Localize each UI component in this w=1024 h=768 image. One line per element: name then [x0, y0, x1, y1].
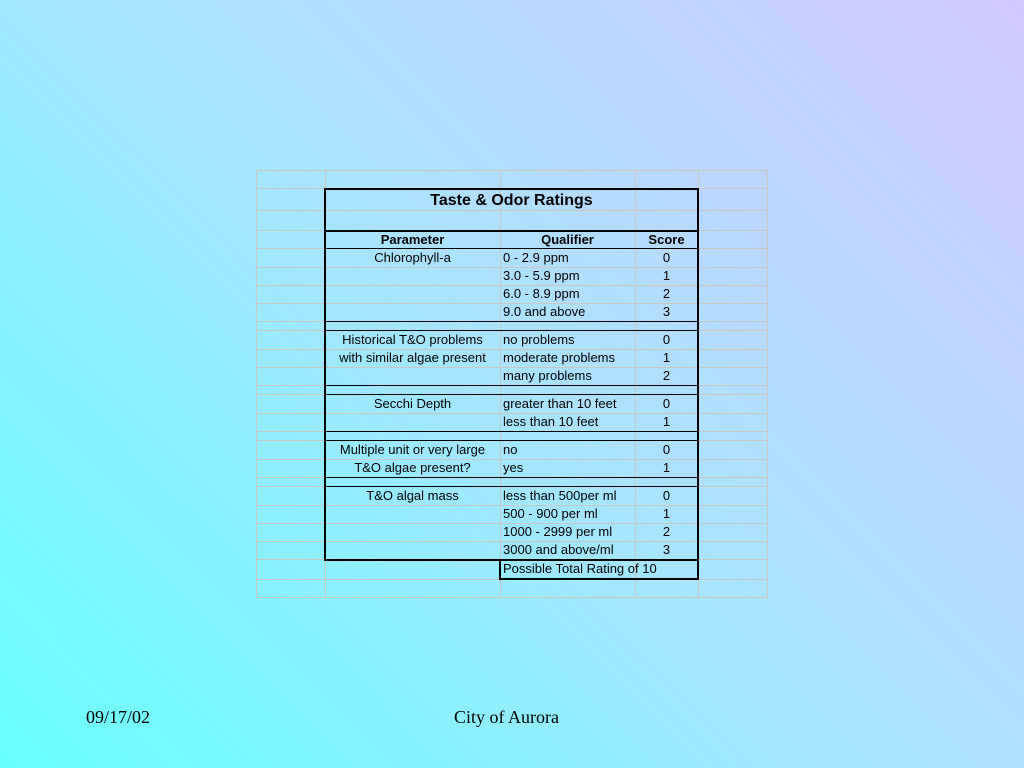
qualifier-cell: moderate problems — [503, 350, 615, 365]
parameter-algal-mass: T&O algal mass — [366, 488, 459, 503]
qualifier-cell: less than 10 feet — [503, 414, 599, 429]
table-outer-right-border — [697, 230, 699, 580]
parameter-historical-problems-line2: with similar algae present — [339, 350, 486, 365]
qualifier-cell: 0 - 2.9 ppm — [503, 250, 569, 265]
qualifier-cell: no problems — [503, 332, 575, 347]
total-box-bottom-border — [499, 578, 699, 580]
score-cell: 1 — [662, 460, 671, 475]
parameter-secchi-depth: Secchi Depth — [373, 396, 452, 411]
header-parameter: Parameter — [380, 232, 445, 247]
parameter-chlorophyll-a: Chlorophyll-a — [374, 250, 451, 265]
footer-date: 09/17/02 — [86, 707, 151, 727]
qualifier-cell: less than 500per ml — [503, 488, 617, 503]
group-1-bottom-border — [324, 321, 699, 322]
parameter-multiple-unit: Multiple unit or very large — [339, 442, 486, 457]
qualifier-cell: 3000 and above/ml — [503, 542, 614, 557]
score-cell: 0 — [662, 442, 671, 457]
total-box-left-border — [499, 559, 501, 580]
qualifier-cell: 6.0 - 8.9 ppm — [503, 286, 580, 301]
title-box-right-border — [697, 188, 699, 232]
score-cell: 0 — [662, 396, 671, 411]
qualifier-cell: 1000 - 2999 per ml — [503, 524, 613, 539]
qualifier-cell: 9.0 and above — [503, 304, 586, 319]
parameter-multiple-unit-line2: T&O algae present? — [354, 460, 471, 475]
qualifier-cell: yes — [503, 460, 524, 475]
table-title: Taste & Odor Ratings — [430, 192, 593, 209]
possible-total-rating: Possible Total Rating of 10 — [503, 561, 657, 576]
score-cell: 2 — [662, 286, 671, 301]
score-cell: 1 — [662, 350, 671, 365]
ratings-sheet — [256, 170, 768, 598]
qualifier-cell: 3.0 - 5.9 ppm — [503, 268, 580, 283]
score-cell: 3 — [662, 304, 671, 319]
group-4-bottom-border — [324, 477, 699, 478]
group-2-bottom-border — [324, 385, 699, 386]
qualifier-cell: no — [503, 442, 518, 457]
score-cell: 1 — [662, 414, 671, 429]
qualifier-cell: greater than 10 feet — [503, 396, 617, 411]
score-cell: 3 — [662, 542, 671, 557]
qualifier-cell: 500 - 900 per ml — [503, 506, 598, 521]
footer-organization: City of Aurora — [454, 707, 559, 727]
qualifier-cell: many problems — [503, 368, 592, 383]
score-cell: 2 — [662, 524, 671, 539]
parameter-historical-problems: Historical T&O problems — [342, 332, 483, 347]
score-cell: 0 — [662, 488, 671, 503]
group-3-bottom-border — [324, 431, 699, 432]
header-score: Score — [648, 232, 685, 247]
score-cell: 1 — [662, 506, 671, 521]
score-cell: 1 — [662, 268, 671, 283]
score-cell: 0 — [662, 250, 671, 265]
header-qualifier: Qualifier — [541, 232, 594, 247]
score-cell: 0 — [662, 332, 671, 347]
score-cell: 2 — [662, 368, 671, 383]
